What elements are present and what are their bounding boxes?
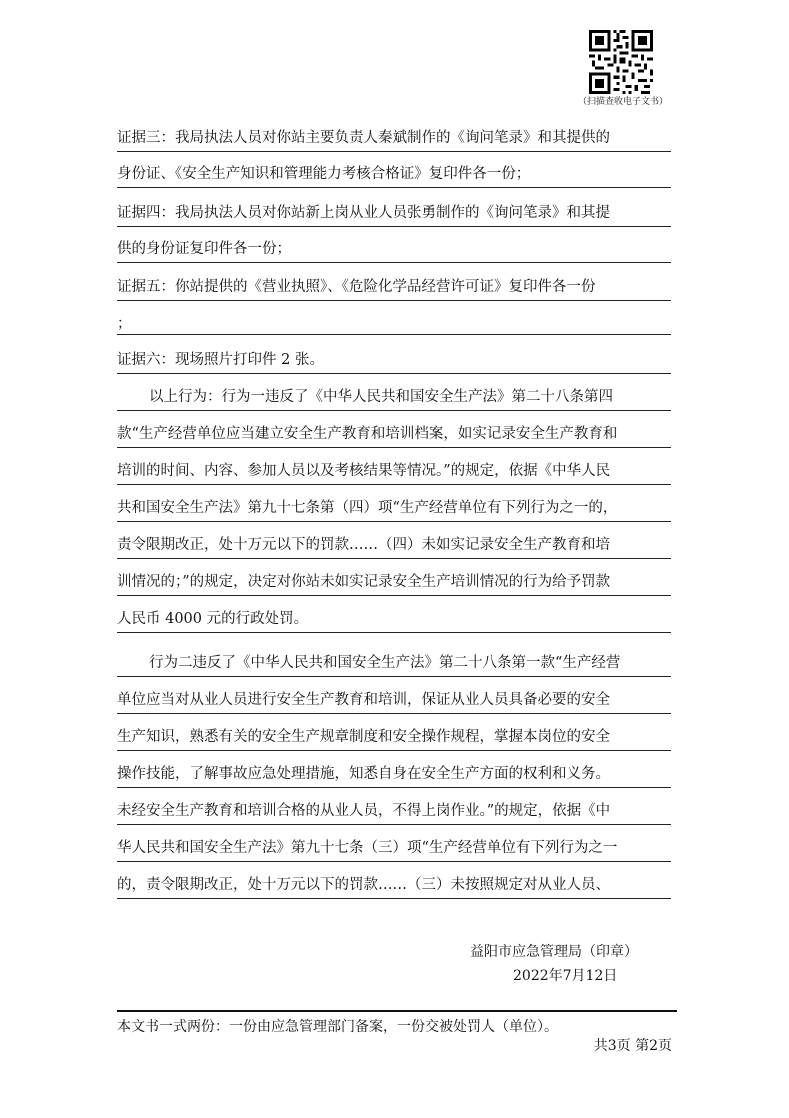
underline-rule — [117, 898, 671, 899]
text-line: 款“生产经营单位应当建立安全生产教育和培训档案，如实记录安全生产教育和 — [117, 426, 618, 442]
underline-rule — [117, 595, 671, 596]
page-count: 共3页 第2页 — [593, 1038, 672, 1054]
text-line: ； — [117, 316, 132, 332]
text-line: 责令限期改正，处十万元以下的罚款……（四）未如实记录安全生产教育和培 — [117, 537, 610, 553]
text-line: 华人民共和国安全生产法》第九十七条（三）项“生产经营单位有下列行为之一 — [117, 840, 618, 856]
qr-code — [589, 30, 653, 94]
underline-rule — [117, 226, 671, 227]
footer-divider — [117, 1010, 677, 1012]
underline-rule — [117, 676, 671, 677]
underline-rule — [117, 787, 671, 788]
underline-rule — [117, 861, 671, 862]
underline-rule — [117, 750, 671, 751]
text-line: 供的身份证复印件各一份； — [117, 241, 291, 257]
text-line: 训情况的；”的规定，决定对你站未如实记录安全生产培训情况的行为给予罚款 — [117, 574, 611, 590]
underline-rule — [117, 713, 671, 714]
text-line: 身份证、《安全生产知识和管理能力考核合格证》复印件各一份； — [117, 166, 531, 182]
text-line: 操作技能，了解事故应急处理措施，知悉自身在安全生产方面的权利和义务。 — [117, 766, 610, 782]
text-line: 以上行为：行为一违反了《中华人民共和国安全生产法》第二十八条第四 — [149, 389, 613, 405]
text-line: 人民币 4000 元的行政处罚。 — [117, 611, 309, 627]
issue-date: 2022年7月12日 — [513, 968, 618, 984]
underline-rule — [117, 187, 671, 188]
text-line: 单位应当对从业人员进行安全生产教育和培训，保证从业人员具备必要的安全 — [117, 692, 610, 708]
underline-rule — [117, 373, 671, 374]
underline-rule — [117, 521, 671, 522]
underline-rule — [117, 447, 671, 448]
text-line: 培训的时间、内容、参加人员以及考核结果等情况。”的规定，依据《中华人民 — [117, 463, 611, 479]
underline-rule — [117, 484, 671, 485]
text-line: 行为二违反了《中华人民共和国安全生产法》第二十八条第一款“生产经营 — [149, 655, 621, 671]
underline-rule — [117, 410, 671, 411]
text-line: 证据五：你站提供的《营业执照》、《危险化学品经营许可证》复印件各一份 — [117, 279, 596, 295]
footer-note: 本文书一式两份：一份由应急管理部门备案，一份交被处罚人（单位）。 — [117, 1019, 558, 1035]
underline-rule — [117, 262, 671, 263]
underline-rule — [117, 300, 671, 301]
text-line: 的，责令限期改正，处十万元以下的罚款……（三）未按照规定对从业人员、 — [117, 877, 610, 893]
underline-rule — [117, 334, 671, 335]
underline-rule — [117, 151, 671, 152]
text-line: 生产知识，熟悉有关的安全生产规章制度和安全操作规程，掌握本岗位的安全 — [117, 729, 610, 745]
text-line: 未经安全生产教育和培训合格的从业人员，不得上岗作业。”的规定，依据《中 — [117, 803, 611, 819]
text-line: 证据四：我局执法人员对你站新上岗从业人员张勇制作的《询问笔录》和其提 — [117, 205, 610, 221]
text-line: 证据三：我局执法人员对你站主要负责人秦斌制作的《询问笔录》和其提供的 — [117, 130, 610, 146]
text-line: 共和国安全生产法》第九十七条第（四）项“生产经营单位有下列行为之一的， — [117, 500, 618, 516]
underline-rule — [117, 824, 671, 825]
qr-caption: （扫描查收电子文书） — [577, 97, 668, 107]
underline-rule — [117, 632, 671, 633]
text-line: 证据六：现场照片打印件 2 张。 — [117, 352, 324, 368]
issuer-seal-line: 益阳市应急管理局（印章） — [470, 944, 638, 960]
underline-rule — [117, 558, 671, 559]
